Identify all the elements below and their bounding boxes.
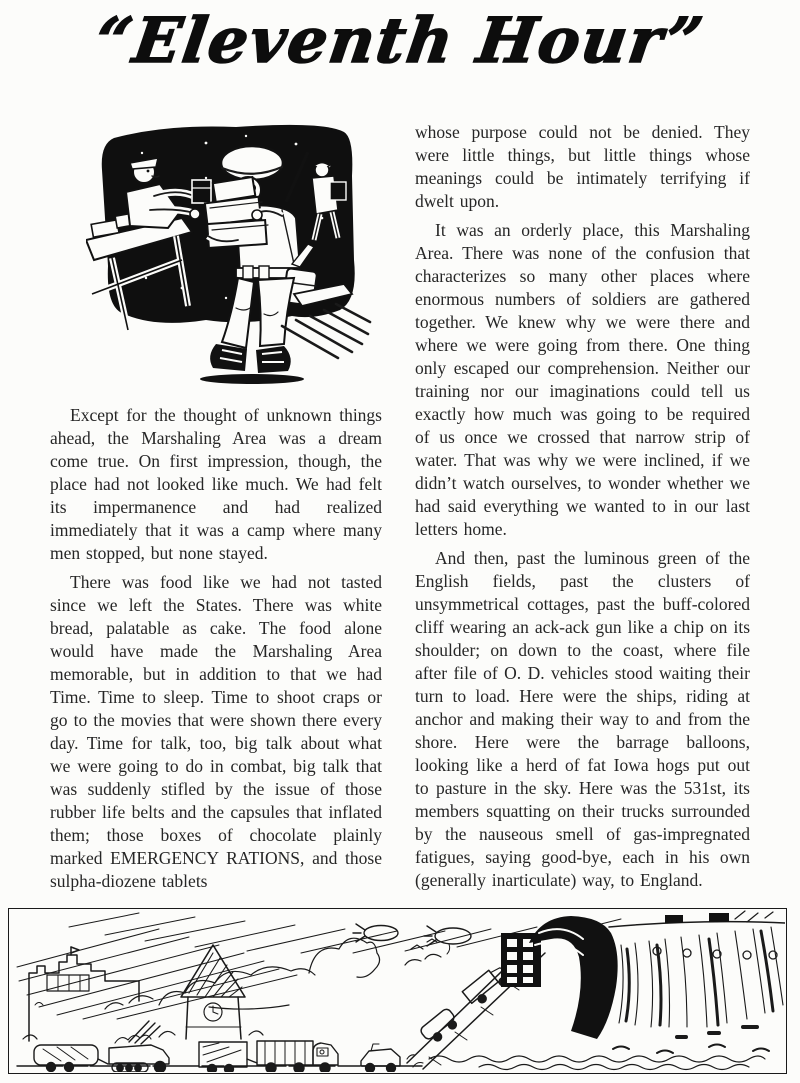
ration-issue-cartoon	[86, 118, 372, 388]
paragraph: And then, past the luminous green of the English fields, past the clusters of unsymmetrical cottages, past the buff-colored cliff wearing an ack-ack gun like a chip on its shoulder; on down to the coast, where file after file of O. D. vehicles stood waiting their turn to load. Here were the ships, riding at anchor and making their way to and from the shore. Here were the barrage balloons, looking like a herd of fat Iowa hogs put out to pasture in the sky. Here was the 531st, its members squatting on their trucks surrounded by the nauseous smell of gas-impregnated fatigues, saying good-bye, each in his own (generally inarticulate) way, to England.	[415, 548, 750, 890]
right-column	[415, 116, 750, 893]
halftrack-with-aa-gun	[109, 1021, 169, 1072]
paragraph: It was an orderly place, this Marshaling Area. There was none of the confusion that characterizes so many other places where enormous numbers of soldiers are gathered together. We knew why we were there and where we were going from there. One thing only escaped our comprehension. Neither our training nor our imaginations could tell us exactly how much was going to be required of us once we crossed that narrow strip of water. That was why we were inclined, if we didn’t watch ourselves, to wonder whether we had said everything we wanted to in our last letters home.	[415, 220, 750, 539]
text-columns	[50, 116, 750, 893]
clouds	[105, 938, 441, 1009]
box-trailer	[199, 1042, 257, 1072]
paragraph: There was food like we had not tasted since we left the States. There was white bread, palatable as cake. The food alone would have made the Marshaling Area memorable, but in addition to that we had Time. Time to sleep. Time to shoot craps or go to the movies that were shown there every day. Time for talk, too, big talk about what we were going to do in combat, big talk that was suddenly stifled by the issue of those rubber life belts and the capsules that inflated them; those boxes of chocolate plainly marked EMERGENCY RATIONS, and those sulpha-diozene tablets	[50, 572, 382, 891]
left-column	[50, 116, 382, 893]
porthole-row	[653, 947, 777, 959]
cargo-truck	[257, 1041, 338, 1072]
ration-issue-cartoon-illustration	[86, 118, 372, 388]
figure-shadow	[200, 374, 304, 384]
embarkation-panorama	[9, 909, 785, 1072]
embarkation-panorama-illustration	[8, 908, 787, 1074]
landing-ship	[407, 911, 785, 1069]
paragraph: Except for the thought of unknown things ahead, the Marshaling Area was a dream come true. On first impression, though, the place had not looked like much. We had felt its impermanence and had realized immediately that it was a camp where many men stopped, but none stayed.	[50, 405, 382, 563]
truck-convoy	[34, 1021, 400, 1072]
paragraph: whose purpose could not be denied. They were little things, but little things whose meanings could be intimately terrifying if dwelt upon.	[415, 122, 750, 211]
jeep	[361, 1044, 400, 1072]
water	[407, 1045, 769, 1070]
page-title: “Eleventh Hour”	[91, 4, 709, 77]
covered-trailer	[34, 1045, 108, 1072]
